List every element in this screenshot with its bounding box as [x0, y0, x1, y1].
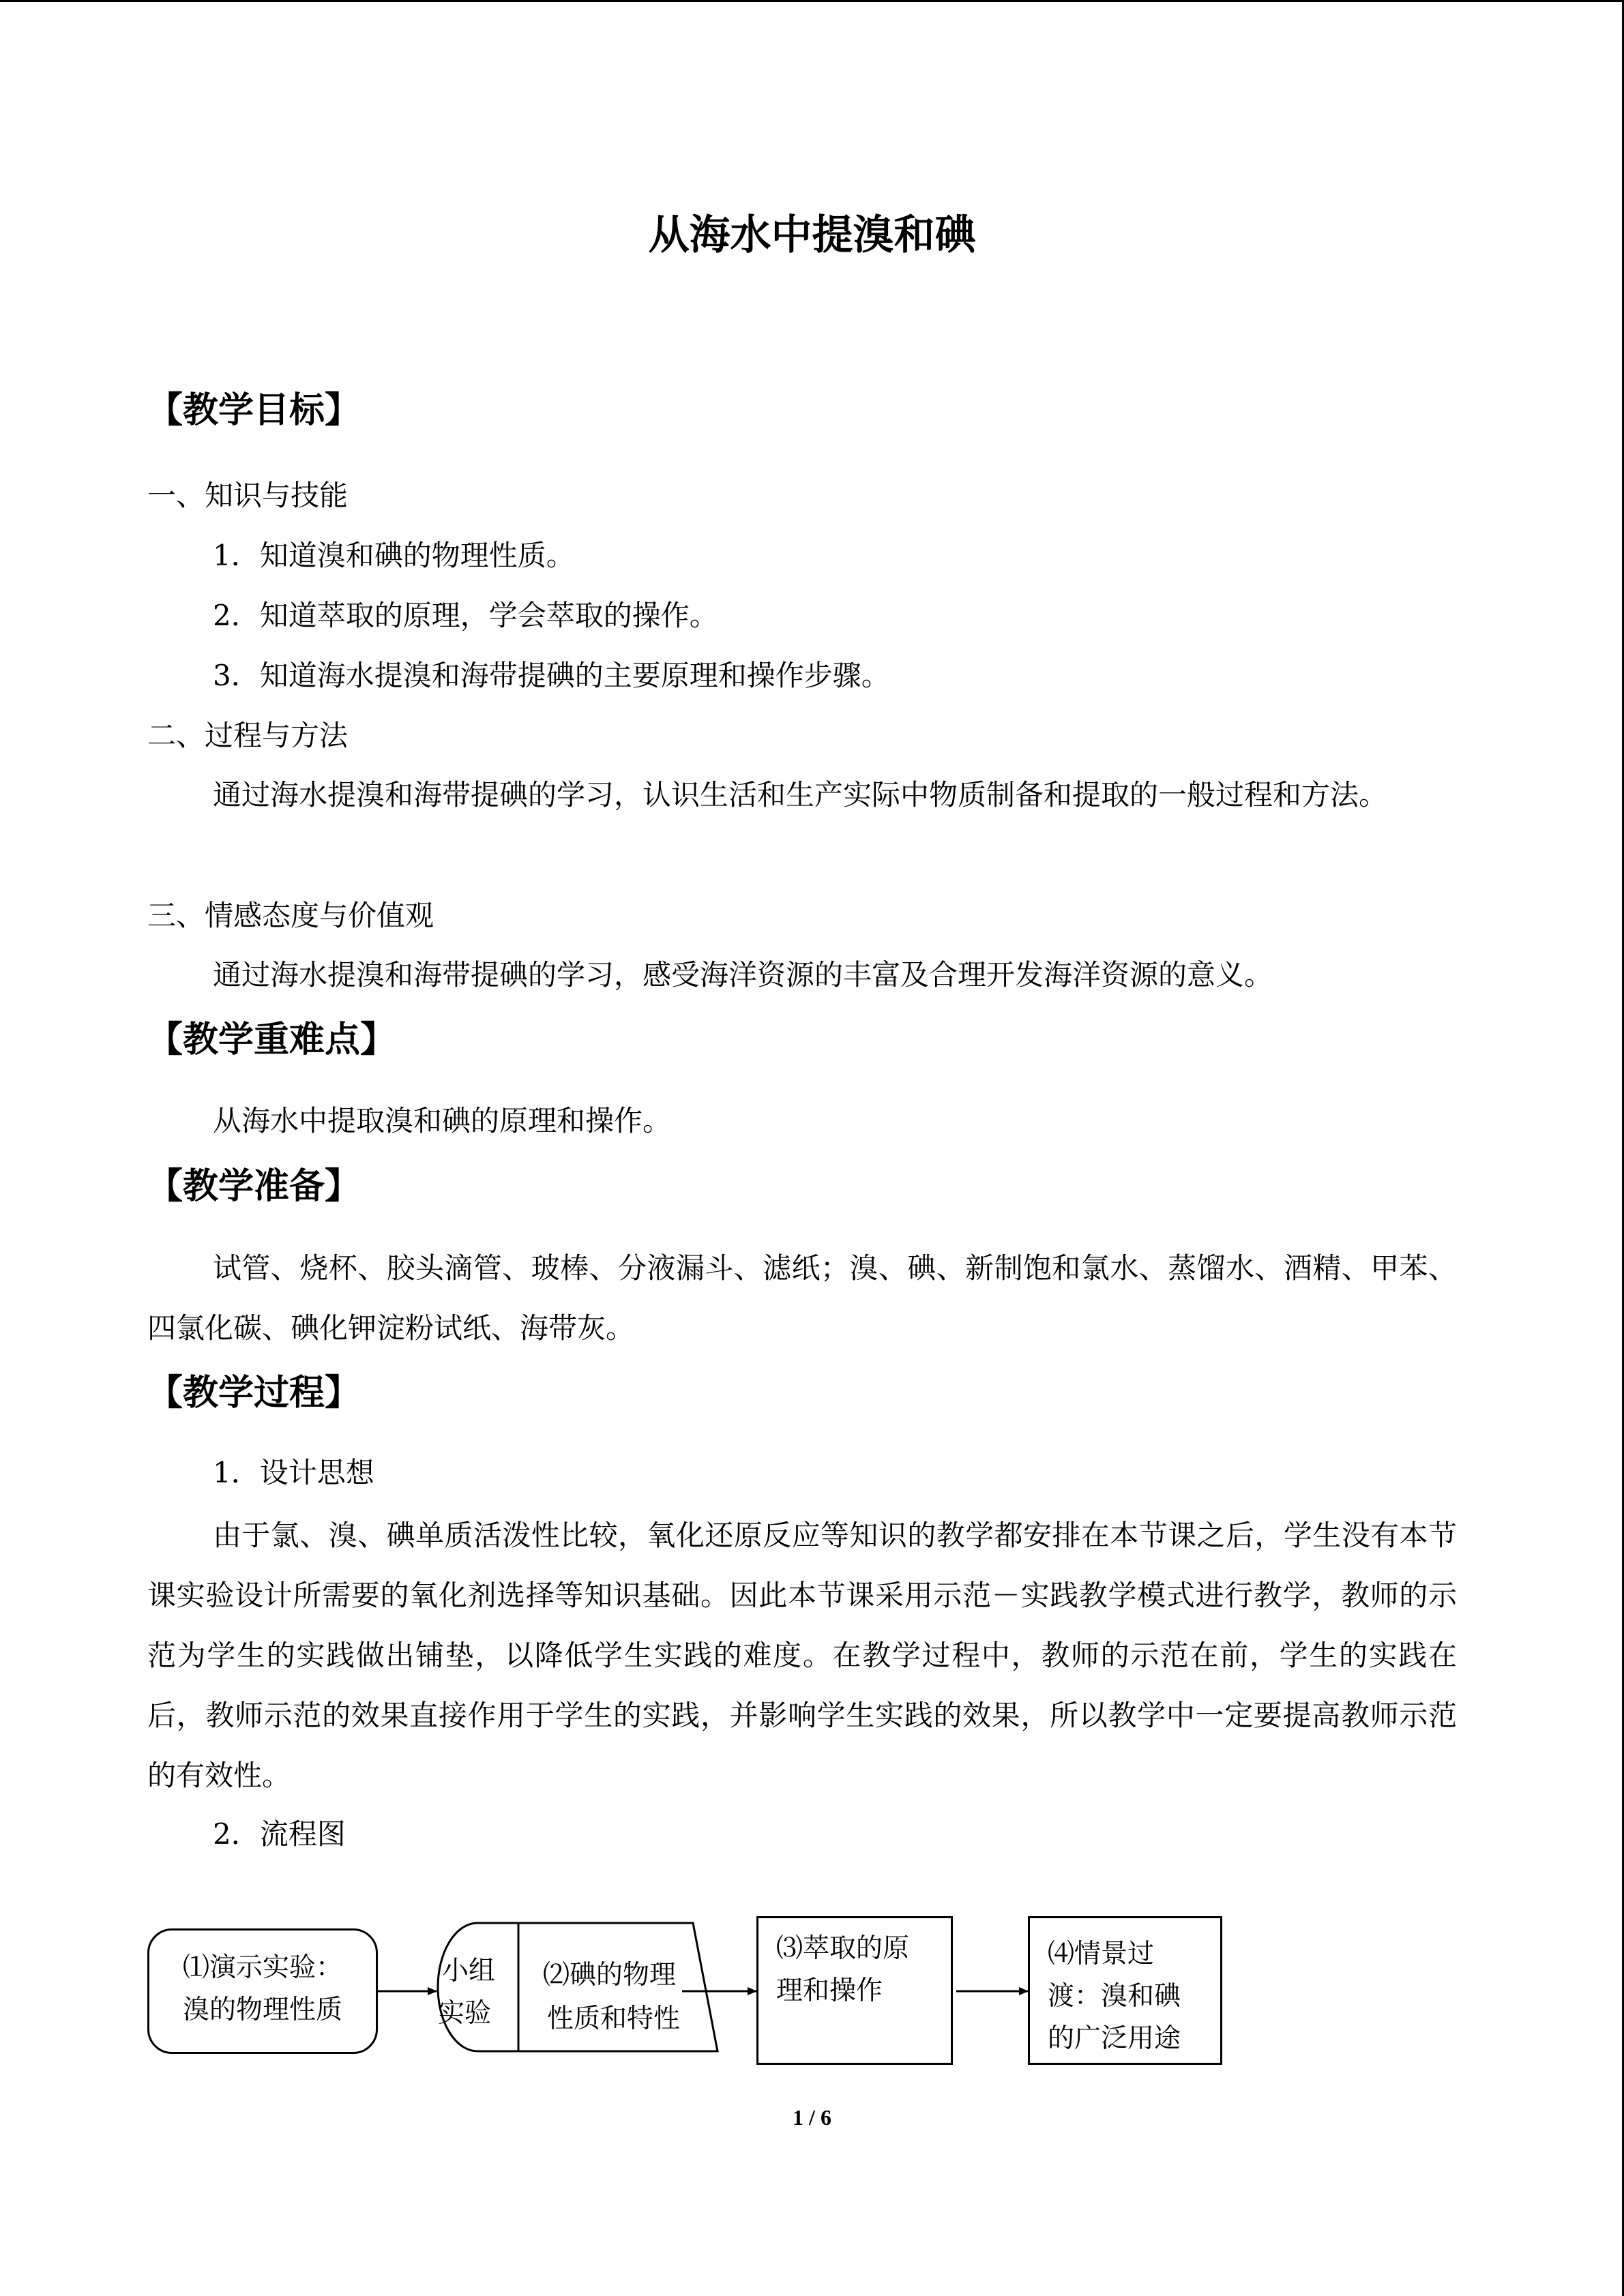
flow-step-3-line-1: ⑶萃取的原 [776, 1933, 910, 1964]
flow-step-3-line-2: 理和操作 [776, 1976, 883, 2006]
flow-step-2-tab-line-2: 实验 [438, 1998, 492, 2029]
flow-step-1 [147, 1928, 378, 2054]
heading-process: 【教学过程】 [147, 1373, 361, 1414]
flow-step-2-line-2: 性质和特性 [547, 2003, 681, 2034]
heading-preparation: 【教学准备】 [147, 1166, 361, 1207]
flow-step-4-line-2: 渡：溴和碘 [1048, 1981, 1181, 2012]
flowchart [0, 1896, 1624, 2100]
objectives-part3-text: 通过海水提溴和海带提碘的学习，感受海洋资源的丰富及合理开发海洋资源的意义。 [213, 958, 1273, 992]
objectives-part2-text: 通过海水提溴和海带提碘的学习，认识生活和生产实际中物质制备和提取的一般过程和方法。 [213, 778, 1388, 811]
objectives-part1-label: 一、知识与技能 [147, 479, 349, 512]
flow-step-4-line-3: 的广泛用途 [1048, 2023, 1181, 2054]
flow-step-3 [756, 1916, 953, 2065]
heading-key-points: 【教学重难点】 [147, 1019, 396, 1060]
flow-step-2-tab-line-1: 小组 [442, 1956, 496, 1986]
objectives-item-2: 2．知道萃取的原理，学会萃取的操作。 [213, 599, 718, 632]
flow-step-2-line-1: ⑵碘的物理 [543, 1960, 677, 1991]
process-design-label: 1．设计思想 [213, 1456, 374, 1489]
process-flow-label: 2．流程图 [213, 1817, 346, 1851]
process-design-text: 由于氯、溴、碘单质活泼性比较，氧化还原反应等知识的教学都安排在本节课之后，学生没有本节课实验设计所需要的氧化剂选择等知识基础。因此本节课采用示范－实践教学模式进行教学，教师的示范为学生的实践做出铺垫，以降低学生实践的难度。在教学过程中，教师的示范在前，学生的实践在后，教师示范的效果直接作用于学生的实践，并影响学生实践的效果，所以教学中一定要提高教师示范的有效性。 [147, 1519, 1457, 1792]
objectives-part2-label: 二、过程与方法 [147, 719, 349, 752]
page-number: 1 / 6 [793, 2105, 831, 2130]
preparation-text: 试管、烧杯、胶头滴管、玻棒、分液漏斗、滤纸；溴、碘、新制饱和氯水、蒸馏水、酒精、甲苯、四氯化碳、碘化钾淀粉试纸、海带灰。 [147, 1251, 1457, 1345]
objectives-part3-label: 三、情感态度与价值观 [147, 899, 434, 932]
page-title: 从海水中提溴和碘 [648, 211, 976, 259]
page-top-border [0, 0, 1624, 2]
objectives-item-1: 1．知道溴和碘的物理性质。 [213, 539, 575, 572]
flow-step-4 [1028, 1916, 1222, 2065]
flow-step-4-line-1: ⑷情景过 [1048, 1939, 1155, 1969]
flow-step-1-line-2: 溴的物理性质 [182, 1995, 342, 2025]
heading-objectives: 【教学目标】 [147, 390, 361, 431]
flow-step-1-line-1: ⑴演示实验： [182, 1952, 342, 1983]
objectives-item-3: 3．知道海水提溴和海带提碘的主要原理和操作步骤。 [213, 659, 890, 692]
key-points-text: 从海水中提取溴和碘的原理和操作。 [213, 1104, 672, 1137]
